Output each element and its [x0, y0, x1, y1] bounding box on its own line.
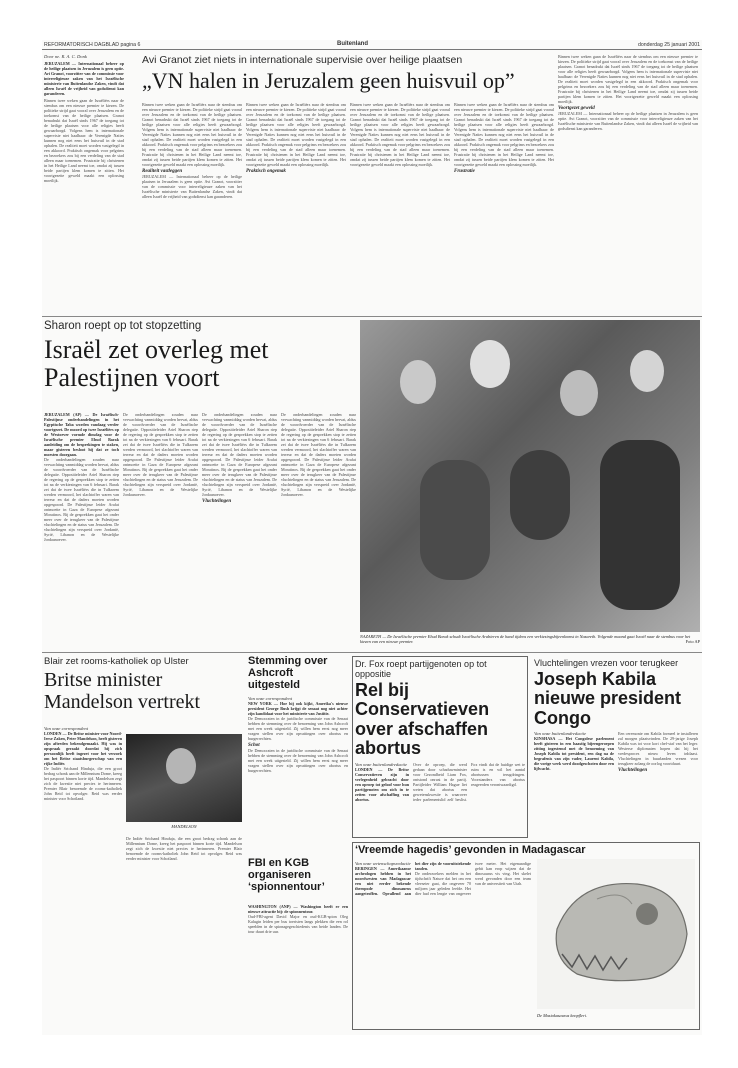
jerusalem-body-d: Binnen twee weken gaan de Israëliërs naar de stembus om een nieuwe premier te kiezen. De politieke strijd gaat vooral over Jeruzalem en de toekomst van de heilige plaatsen. Granot benadrukt dat Israël sinds 1967 de toegang tot de heilige plaatsen voor alle religies heeft gewaarborgd. Volgens hem is internationale supervisie niet haalbaar: de Verenigde Naties kunnen nog niet eens het huisvuil in de stad ophalen. De realiteit moet worden vastgelegd in een akkoord. Praktisch ongemak voor pelgrims en bezoekers zou bij een verdeling van de stad alleen maar toenemen. Frustratie bij christenen in het Heilige Land neemt toe, omdat zij tussen beide partijen klem komen te zitten. Het voortgezette geweld maakt een oplossing moeilijk. [246, 102, 346, 167]
britain-byline: Van onze correspondent [44, 726, 88, 731]
madagascar-lead: BERINGEN — Amerikaanse archeologen hebben in het noordwesten van Madagascar een niet eerder bekende theropode dinosaurus aangetroffen. Opvallend aan het dier zijn de vooruitstekende tanden. [355, 861, 471, 896]
drfox-headline: Rel bij Conservatieven over afschaffen abortus [355, 680, 490, 759]
header-section: Buitenland [337, 41, 368, 47]
mandelson-photo [126, 734, 242, 822]
ashcroft-byline: Van onze correspondent [248, 696, 292, 701]
jerusalem-headline: „VN halen in Jeruzalem geen huisvuil op” [142, 69, 515, 93]
ashcroft-headline-wrap [248, 656, 348, 690]
israel-sub-vluchtelingen: Vluchtelingen [202, 499, 232, 504]
congo-sub: Vluchtelingen [618, 768, 648, 774]
ashcroft-body-b: De Democraten in de juridische commissie van de Senaat hebben de stemming over de benoeming van John Ashcroft met een week uitgesteld. Zij willen hem eerst nog meer vragen stellen over zijn opvattingen over abortus en burgerrechten. [248, 748, 348, 773]
drfox-body: Over de oproep, die werd gedaan door schaduwminister voor Gezondheid Liam Fox, ontstond onrust in de partij. Partijleider William Hague liet weten dat abortus een gewetenskwestie is waarover ieder parlementslid zelf beslist. Fox vindt dat de huidige wet te ruim is en wil het aantal abortussen terugdringen. Voorstanders van abortus reageerden verontwaardigd. [413, 761, 525, 802]
israel-headline-wrap [44, 336, 354, 406]
drfox-byline: Van onze buitenlandredactie [355, 761, 408, 767]
photo-caption: NAZARETH — De Israëlische premier Ehud Barak schudt Israëlische Arabieren de hand tijdens een verkiezingsbijeenkomst in Nazareth. Volgende maand gaat Israël naar de stembus voor het kiezen van een nieuwe premier. [360, 634, 691, 645]
fbi-body-wrap [248, 904, 348, 1030]
fbi-headline: FBI en KGB organiseren ‘spionnentour’ [248, 858, 325, 893]
mandelson-caption: MANDELSON [171, 824, 197, 829]
israel-column-3 [202, 412, 277, 650]
jerusalem-column-3 [246, 102, 346, 314]
congo-body-wrap [534, 731, 698, 838]
britain-headline-wrap [44, 670, 244, 722]
jerusalem-sub-ongemak: Praktisch ongemak [246, 169, 286, 174]
photo-caption-wrap [360, 634, 700, 648]
newspaper-page [42, 40, 702, 1035]
britain-lead: LONDEN — De Britse minister voor Noord-Ierse Zaken, Peter Mandelson, heeft gisteren zijn aftreden bekendgemaakt. Hij was in opspraak geraakt doordat hij zich persoonlijk heeft ingezet voor het verzoek om het Britse staatsburgerschap van een rijke Indiër. [44, 731, 122, 766]
israel-body-c: De onderhandelingen zouden naar verwachting vanmiddag worden hervat, aldus de woordvoerder van de Israëlische delegatie. Oppositieleider Ariel Sharon riep de regering op de gesprekken stop te zetten tot na de verkiezingen van 6 februari. Barak zei dat de twee Israëliërs die in Tulkarem werden vermoord, het slachtoffer waren van terreur en dat de daders moeten worden opgespoord. De Palestijnse leider Arafat ontmoette in Gaza de Europese afgezant Moratinos. Bij de gesprekken gaat het onder meer over de terugkeer van de Palestijnse vluchtelingen en de status van Jeruzalem. De vluchtelingen zijn verspreid over Jordanië, Syrië, Libanon en de Westelijke Jordaanoever. [202, 412, 277, 497]
jerusalem-column-2 [142, 102, 242, 314]
britain-column-2 [126, 836, 242, 1031]
madagascar-byline: Van onze wetenschapsredactie [355, 861, 411, 866]
header-date: donderdag 25 januari 2001 [637, 42, 700, 48]
britain-kicker-wrap [44, 656, 244, 668]
jerusalem-lead: JERUZALEM — Internationaal beheer op de heilige plaatsen in Jeruzalem is geen optie. Avi Granot, voorzitter van de commissie voor interreligieuze zaken van het Israëlische ministerie van Buitenlandse Zaken, vindt dat alleen Israël de vrijheid van godsdienst kan garanderen. [44, 61, 124, 96]
drfox-lead: LONDEN — De Britse Conservatieven zijn in verlegenheid gebracht door een oproep tot geloof voor hun partijgenoten om zich in te zetten voor afschaffing van abortus. [355, 766, 409, 802]
jerusalem-body-c: JERUZALEM — Internationaal beheer op de heilige plaatsen in Jeruzalem is geen optie. Avi Granot, voorzitter van de commissie voor interreligieuze zaken van het Israëlische ministerie van Buitenlandse Zaken, vindt dat alleen Israël de vrijheid van godsdienst kan garanderen. [142, 174, 242, 199]
ashcroft-body-wrap [248, 696, 348, 854]
photo-figure [630, 350, 664, 392]
jerusalem-body-e: Binnen twee weken gaan de Israëliërs naar de stembus om een nieuwe premier te kiezen. De politieke strijd gaat vooral over Jeruzalem en de toekomst van de heilige plaatsen. Granot benadrukt dat Israël sinds 1967 de toegang tot de heilige plaatsen voor alle religies heeft gewaarborgd. Volgens hem is internationale supervisie niet haalbaar: de Verenigde Naties kunnen nog niet eens het huisvuil in de stad ophalen. De realiteit moet worden vastgelegd in een akkoord. Praktisch ongemak voor pelgrims en bezoekers zou bij een verdeling van de stad alleen maar toenemen. Frustratie bij christenen in het Heilige Land neemt toe, omdat zij tussen beide partijen klem komen te zitten. Het voortgezette geweld maakt een oplossing moeilijk. [350, 102, 450, 167]
britain-headline: Britse minister Mandelson vertrekt [44, 670, 201, 713]
madagascar-caption: De Masiakasaurus knopfleri. [537, 1013, 588, 1018]
congo-kicker: Vluchtelingen vrezen voor terugkeer [534, 658, 679, 668]
ashcroft-headline: Stemming over Ashcroft uitgesteld [248, 656, 328, 690]
jerusalem-kicker: Avi Granot ziet niets in internationale supervisie over heilige plaatsen [142, 54, 463, 66]
britain-body-b: De Indiër Srichand Hinduja, die een groot bedrag schonk aan de Millennium Dome, kreeg het paspoort binnen korte tijd. Mandelson zegt zich de kwestie niet precies te herinneren. Premier Blair benoemde de rooms-katholiek John Reid tot opvolger. Reid was eerder minister voor Schotland. [126, 836, 242, 861]
jerusalem-byline: Door ne. R. A. C. Donk [44, 54, 87, 59]
photo-figure [600, 440, 680, 610]
jerusalem-kicker-wrap [142, 54, 562, 68]
madagascar-body-wrap [355, 861, 531, 1027]
header-paper-name: REFORMATORISCH DAGBLAD pagina 6 [44, 42, 141, 48]
britain-body-a: De Indiër Srichand Hinduja, die een groot bedrag schonk aan de Millennium Dome, kreeg het paspoort binnen korte tijd. Mandelson zegt zich de kwestie niet precies te herinneren. Premier Blair benoemde de rooms-katholiek John Reid tot opvolger. Reid was eerder minister voor Schotland. [44, 766, 122, 801]
madagascar-caption-wrap [537, 1013, 695, 1018]
israel-column-4 [281, 412, 356, 650]
drfox-kicker: Dr. Fox roept partijgenoten op tot oppositie [355, 659, 487, 679]
israel-body-b: De onderhandelingen zouden naar verwachting vanmiddag worden hervat, aldus de woordvoerder van de Israëlische delegatie. Oppositieleider Ariel Sharon riep de regering op de gesprekken stop te zetten tot na de verkiezingen van 6 februari. Barak zei dat de twee Israëliërs die in Tulkarem werden vermoord, het slachtoffer waren van terreur en dat de daders moeten worden opgespoord. De Palestijnse leider Arafat ontmoette in Gaza de Europese afgezant Moratinos. Bij de gesprekken gaat het onder meer over de terugkeer van de Palestijnse vluchtelingen en de status van Jeruzalem. De vluchtelingen zijn verspreid over Jordanië, Syrië, Libanon en de Westelijke Jordaanoever. [123, 412, 198, 497]
congo-byline: Van onze buitenlandredactie [534, 731, 587, 737]
israel-column-2 [123, 412, 198, 650]
jerusalem-body-a: Binnen twee weken gaan de Israëliërs naar de stembus om een nieuwe premier te kiezen. De politieke strijd gaat vooral over Jeruzalem en de toekomst van de heilige plaatsen. Granot benadrukt dat Israël sinds 1967 de toegang tot de heilige plaatsen voor alle religies heeft gewaarborgd. Volgens hem is internationale supervisie niet haalbaar: de Verenigde Naties kunnen nog niet eens het huisvuil in de stad ophalen. De realiteit moet worden vastgelegd in een akkoord. Praktisch ongemak voor pelgrims en bezoekers zou bij een verdeling van de stad alleen maar toenemen. Frustratie bij christenen in het Heilige Land neemt toe, omdat zij tussen beide partijen klem komen te zitten. Het voortgezette geweld maakt een oplossing moeilijk. [44, 98, 124, 183]
photo-figure [470, 340, 510, 388]
jerusalem-body-f: Binnen twee weken gaan de Israëliërs naar de stembus om een nieuwe premier te kiezen. De politieke strijd gaat vooral over Jeruzalem en de toekomst van de heilige plaatsen. Granot benadrukt dat Israël sinds 1967 de toegang tot de heilige plaatsen voor alle religies heeft gewaarborgd. Volgens hem is internationale supervisie niet haalbaar: de Verenigde Naties kunnen nog niet eens het huisvuil in de stad ophalen. De realiteit moet worden vastgelegd in een akkoord. Praktisch ongemak voor pelgrims en bezoekers zou bij een verdeling van de stad alleen maar toenemen. Frustratie bij christenen in het Heilige Land neemt toe, omdat zij tussen beide partijen klem komen te zitten. Het voortgezette geweld maakt een oplossing moeilijk. [454, 102, 554, 167]
ashcroft-lead: NEW YORK — Hoe hij ook kijkt, Amerika's nieuwe president George Bush krijgt de senaat nog niet achter zijn kandidaat voor het ministerie van Justitie. [248, 701, 348, 716]
jerusalem-sub-realiteit: Realiteit vastleggen [142, 169, 183, 174]
photo-figure [166, 748, 196, 784]
madagascar-article [352, 842, 700, 1030]
congo-lead: KINSHASA — Het Congolese parlement heeft gisteren in een haastig bijeengeroepen zitting ingestemd met de benoeming van Joseph Kabila tot president, een dag na de begrafenis van zijn vader, Laurent Kabila, die vorige week werd doodgeschoten door een lijfwacht. [534, 736, 614, 772]
israel-column-1 [44, 412, 119, 650]
jerusalem-body-h: JERUZALEM — Internationaal beheer op de heilige plaatsen in Jeruzalem is geen optie. Avi Granot, voorzitter van de commissie voor interreligieuze zaken van het Israëlische ministerie van Buitenlandse Zaken, vindt dat alleen Israël de vrijheid van godsdienst kan garanderen. [558, 111, 698, 131]
fbi-headline-wrap [248, 858, 348, 900]
ashcroft-body: De Democraten in de juridische commissie van de Senaat hebben de stemming over de benoeming van John Ashcroft met een week uitgesteld. Zij willen hem eerst nog meer vragen stellen over zijn opvattingen over abortus en burgerrechten. [248, 716, 348, 741]
madagascar-headline: ‘Vreemde hagedis’ gevonden in Madagascar [355, 844, 586, 856]
eye-socket [636, 903, 658, 925]
photo-credit: Foto AP [685, 639, 700, 645]
israel-body-a: De onderhandelingen zouden naar verwachting vanmiddag worden hervat, aldus de woordvoerder van de Israëlische delegatie. Oppositieleider Ariel Sharon riep de regering op de gesprekken stop te zetten tot na de verkiezingen van 6 februari. Barak zei dat de twee Israëliërs die in Tulkarem werden vermoord, het slachtoffer waren van terreur en dat de daders moeten worden opgespoord. De Palestijnse leider Arafat ontmoette in Gaza de Europese afgezant Moratinos. Bij de gesprekken gaat het onder meer over de terugkeer van de Palestijnse vluchtelingen en de status van Jeruzalem. De vluchtelingen zijn verspreid over Jordanië, Syrië, Libanon en de Westelijke Jordaanoever. [44, 457, 119, 542]
jerusalem-column-4 [350, 102, 450, 314]
jerusalem-column-6 [558, 54, 698, 314]
barak-nazareth-photo [360, 320, 700, 632]
madagascar-body: De onderzoekers melden in het tijdschrift Nature dat het om een vleeseter gaat, die ongeveer 70 miljoen jaar geleden leefde. Het dier had een lengte van ongeveer twee meter. Het eigenaardige gebit kan erop wijzen dat de dinosaurus vis ving. Het skelet werd gevonden door een team van de universiteit van Utah. [415, 861, 531, 896]
congo-body: Een ceremonie om Kabila formeel te installeren zal morgen plaatsvinden. De 29-jarige Joseph Kabila was tot voor kort chef-staf van het leger. Westerse diplomaten hopen dat hij het vredesproces nieuw leven inblaast. Vluchtelingen in buurlanden vrezen voor terugkeer zolang de oorlog voortduurt. [618, 731, 698, 767]
jerusalem-sub-geweld: Voortgezet geweld [558, 106, 595, 111]
jerusalem-column-5 [454, 102, 554, 314]
israel-headline: Israël zet overleg met Palestijnen voort [44, 336, 269, 393]
divider-1 [42, 316, 702, 317]
photo-figure [560, 370, 598, 416]
fbi-lead: WASHINGTON (ANP) — Washington heeft er een nieuwe attractie bij: de spionnentour. [248, 904, 348, 914]
fbi-body: Oud-FBI-agent David Major en oud-KGB-spion Oleg Kalugin leiden per bus toeristen langs plekken die een rol speelden in de spionagegeschiedenis van beide landen. De tour duurt drie uur. [248, 914, 348, 934]
mandelson-caption-wrap [126, 824, 242, 832]
israel-body-d: De onderhandelingen zouden naar verwachting vanmiddag worden hervat, aldus de woordvoerder van de Israëlische delegatie. Oppositieleider Ariel Sharon riep de regering op de gesprekken stop te zetten tot na de verkiezingen van 6 februari. Barak zei dat de twee Israëliërs die in Tulkarem werden vermoord, het slachtoffer waren van terreur en dat de daders moeten worden opgespoord. De Palestijnse leider Arafat ontmoette in Gaza de Europese afgezant Moratinos. Bij de gesprekken gaat het onder meer over de terugkeer van de Palestijnse vluchtelingen en de status van Jeruzalem. De vluchtelingen zijn verspreid over Jordanië, Syrië, Libanon en de Westelijke Jordaanoever. [281, 412, 356, 497]
israel-kicker-wrap [44, 320, 354, 334]
britain-column-1 [44, 726, 122, 1031]
jerusalem-headline-wrap [142, 69, 562, 97]
jerusalem-body-g: Binnen twee weken gaan de Israëliërs naar de stembus om een nieuwe premier te kiezen. De politieke strijd gaat vooral over Jeruzalem en de toekomst van de heilige plaatsen. Granot benadrukt dat Israël sinds 1967 de toegang tot de heilige plaatsen voor alle religies heeft gewaarborgd. Volgens hem is internationale supervisie niet haalbaar: de Verenigde Naties kunnen nog niet eens het huisvuil in de stad ophalen. De realiteit moet worden vastgelegd in een akkoord. Praktisch ongemak voor pelgrims en bezoekers zou bij een verdeling van de stad alleen maar toenemen. Frustratie bij christenen in het Heilige Land neemt toe, omdat zij tussen beide partijen klem komen te zitten. Het voortgezette geweld maakt een oplossing moeilijk. [558, 54, 698, 104]
congo-article [532, 656, 700, 838]
jerusalem-lead-column [44, 54, 124, 314]
photo-figure [510, 450, 570, 540]
divider-2 [42, 652, 702, 653]
ashcroft-sub: Schot [248, 743, 260, 748]
dinosaur-skull-illustration [537, 859, 695, 1009]
photo-figure [420, 460, 490, 580]
photo-figure [400, 360, 436, 404]
britain-kicker: Blair zet rooms-katholiek op Ulster [44, 656, 189, 667]
page-header [42, 40, 702, 50]
drfox-body-wrap [355, 762, 525, 838]
drfox-article [352, 656, 528, 838]
israel-lead: JERUZALEM (AP) — De Israëlisch-Palestijnse onderhandelingen in het Egyptische Taba worden vandaag verder voortgezet. De moord op twee Israëliërs op de Westoever vormde dinsdag voor de Israëlische premier Ehud Barak aanleiding om de besprekingen te staken, maar gisteren besloot hij dat ze toch moesten doorgaan. [44, 412, 119, 457]
israel-kicker: Sharon roept op tot stopzetting [44, 320, 202, 332]
jerusalem-sub-frustratie: Frustratie [454, 169, 475, 174]
congo-headline: Joseph Kabila nieuwe president Congo [534, 669, 682, 728]
jerusalem-body-b: Binnen twee weken gaan de Israëliërs naar de stembus om een nieuwe premier te kiezen. De politieke strijd gaat vooral over Jeruzalem en de toekomst van de heilige plaatsen. Granot benadrukt dat Israël sinds 1967 de toegang tot de heilige plaatsen voor alle religies heeft gewaarborgd. Volgens hem is internationale supervisie niet haalbaar: de Verenigde Naties kunnen nog niet eens het huisvuil in de stad ophalen. De realiteit moet worden vastgelegd in een akkoord. Praktisch ongemak voor pelgrims en bezoekers zou bij een verdeling van de stad alleen maar toenemen. Frustratie bij christenen in het Heilige Land neemt toe, omdat zij tussen beide partijen klem komen te zitten. Het voortgezette geweld maakt een oplossing moeilijk. [142, 102, 242, 167]
